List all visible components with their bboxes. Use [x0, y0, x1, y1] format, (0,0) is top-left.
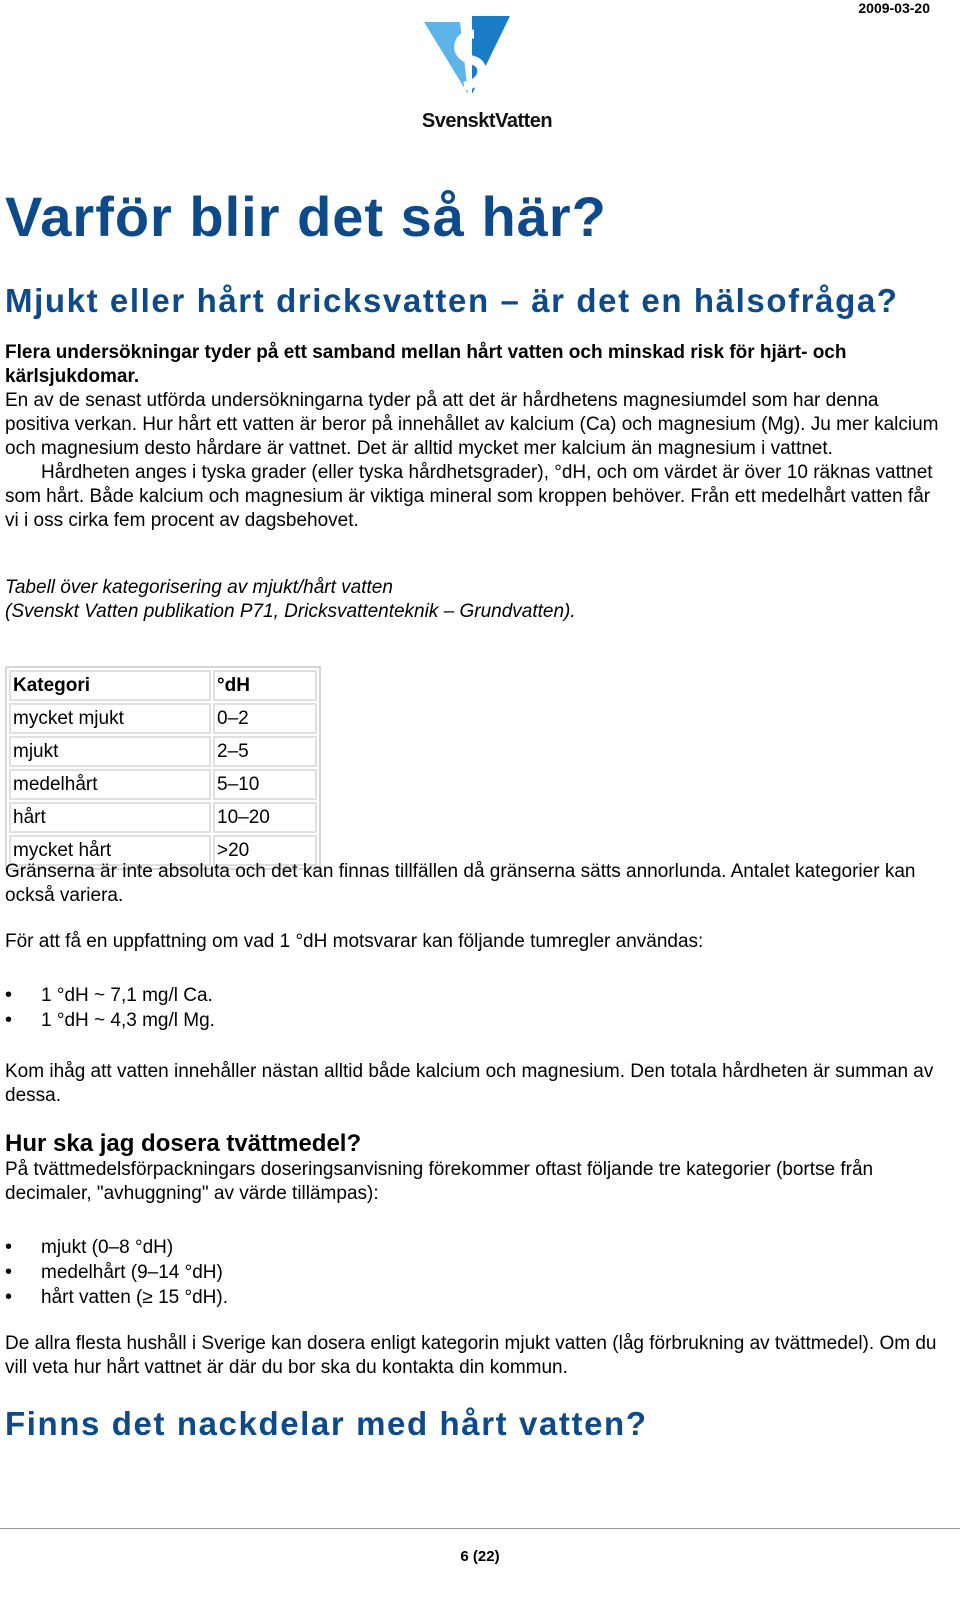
table-row [9, 736, 317, 767]
intro-bold-text: Flera undersökningar tyder på ett samband mellan hårt vatten och minskad risk för hjärt- och kärlsjukdomar. [5, 342, 847, 387]
dosing-heading: Hur ska jag dosera tvättmedel? [5, 1130, 362, 1157]
table-cell: 10–20 [213, 802, 317, 833]
table-cell: 0–2 [213, 703, 317, 734]
table-cell: mycket hårt [9, 835, 211, 866]
table-header-row [9, 670, 317, 701]
page-number: 6 (22) [460, 1548, 500, 1565]
hardness-category-table [5, 666, 321, 870]
table-cell: 2–5 [213, 736, 317, 767]
page-title: Varför blir det så här? [5, 185, 607, 248]
intro-text: En av de senast utförda undersökningarna tyder på att det är hårdhetens magnesiumdel som har denna positiva verkan. Hur hårt ett vatten är beror på innehållet av kalcium (Ca) och magnesium (Mg). Ju mer kalcium och magnesium desto hårdare är vattnet. Det är alltid mycket mer kalcium än magnesium i vattnet. [5, 390, 939, 459]
svenskt-vatten-logo [412, 12, 562, 137]
rules-list [5, 983, 215, 1033]
limits-paragraph: Gränserna är inte absoluta och det kan finnas tillfällen då gränserna sätts annorlunda. Antalet kategorier kan också variera. [5, 861, 916, 906]
table-cell: 5–10 [213, 769, 317, 800]
dosing-note-paragraph: De allra flesta hushåll i Sverige kan dosera enligt kategorin mjukt vatten (låg förbrukning av tvättmedel). Om du vill veta hur hårt vattnet är där du bor ska du kontakta din kommun. [5, 1333, 937, 1378]
rule-intro-paragraph: För att få en uppfattning om vad 1 °dH motsvarar kan följande tumregler användas: [5, 931, 704, 952]
list-item: • 1 °dH ~ 7,1 mg/l Ca. [5, 983, 215, 1008]
table-header-cell: Kategori [9, 670, 211, 701]
list-item: • mjukt (0–8 °dH) [5, 1235, 228, 1260]
dosing-paragraph: På tvättmedelsförpackningars doseringsanvisning förekommer oftast följande tre kategorier (bortse från decimaler, "avhuggning" av värde tillämpas): [5, 1159, 874, 1204]
document-date: 2009-03-20 [858, 0, 930, 16]
list-item: • hårt vatten (≥ 15 °dH). [5, 1285, 228, 1310]
table-row [9, 802, 317, 833]
section-subtitle: Mjukt eller hårt dricksvatten – är det en hälsofråga? [5, 282, 899, 319]
table-row [9, 769, 317, 800]
table-row [9, 703, 317, 734]
footer-divider [0, 1528, 960, 1529]
total-hardness-paragraph: Kom ihåg att vatten innehåller nästan alltid både kalcium och magnesium. Den totala hårdheten är summan av dessa. [5, 1061, 934, 1106]
hardness-text: Hårdheten anges i tyska grader (eller tyska hårdhetsgrader), °dH, och om värdet är över 10 räknas vattnet som hårt. Både kalcium och magnesium är viktiga mineral som kroppen behöver. Från ett medelhårt vatten får vi i oss cirka fem procent av dagsbehovet. [5, 462, 933, 531]
drawbacks-heading: Finns det nackdelar med hårt vatten? [5, 1405, 648, 1442]
logo-mark-icon [412, 12, 562, 107]
dosing-list [5, 1235, 228, 1310]
list-item: • 1 °dH ~ 4,3 mg/l Mg. [5, 1008, 215, 1033]
table-header-cell: °dH [213, 670, 317, 701]
table-cell: >20 [213, 835, 317, 866]
table-caption [5, 576, 945, 624]
table-caption-line1: Tabell över kategorisering av mjukt/hårt vatten [5, 577, 393, 598]
intro-paragraph [5, 341, 945, 533]
table-cell: mycket mjukt [9, 703, 211, 734]
brand-name: SvensktVatten [421, 110, 553, 132]
table-caption-line2: (Svenskt Vatten publikation P71, Dricksvattenteknik – Grundvatten). [5, 601, 576, 622]
table-cell: mjukt [9, 736, 211, 767]
table-cell: medelhårt [9, 769, 211, 800]
list-item: • medelhårt (9–14 °dH) [5, 1260, 228, 1285]
table-cell: hårt [9, 802, 211, 833]
